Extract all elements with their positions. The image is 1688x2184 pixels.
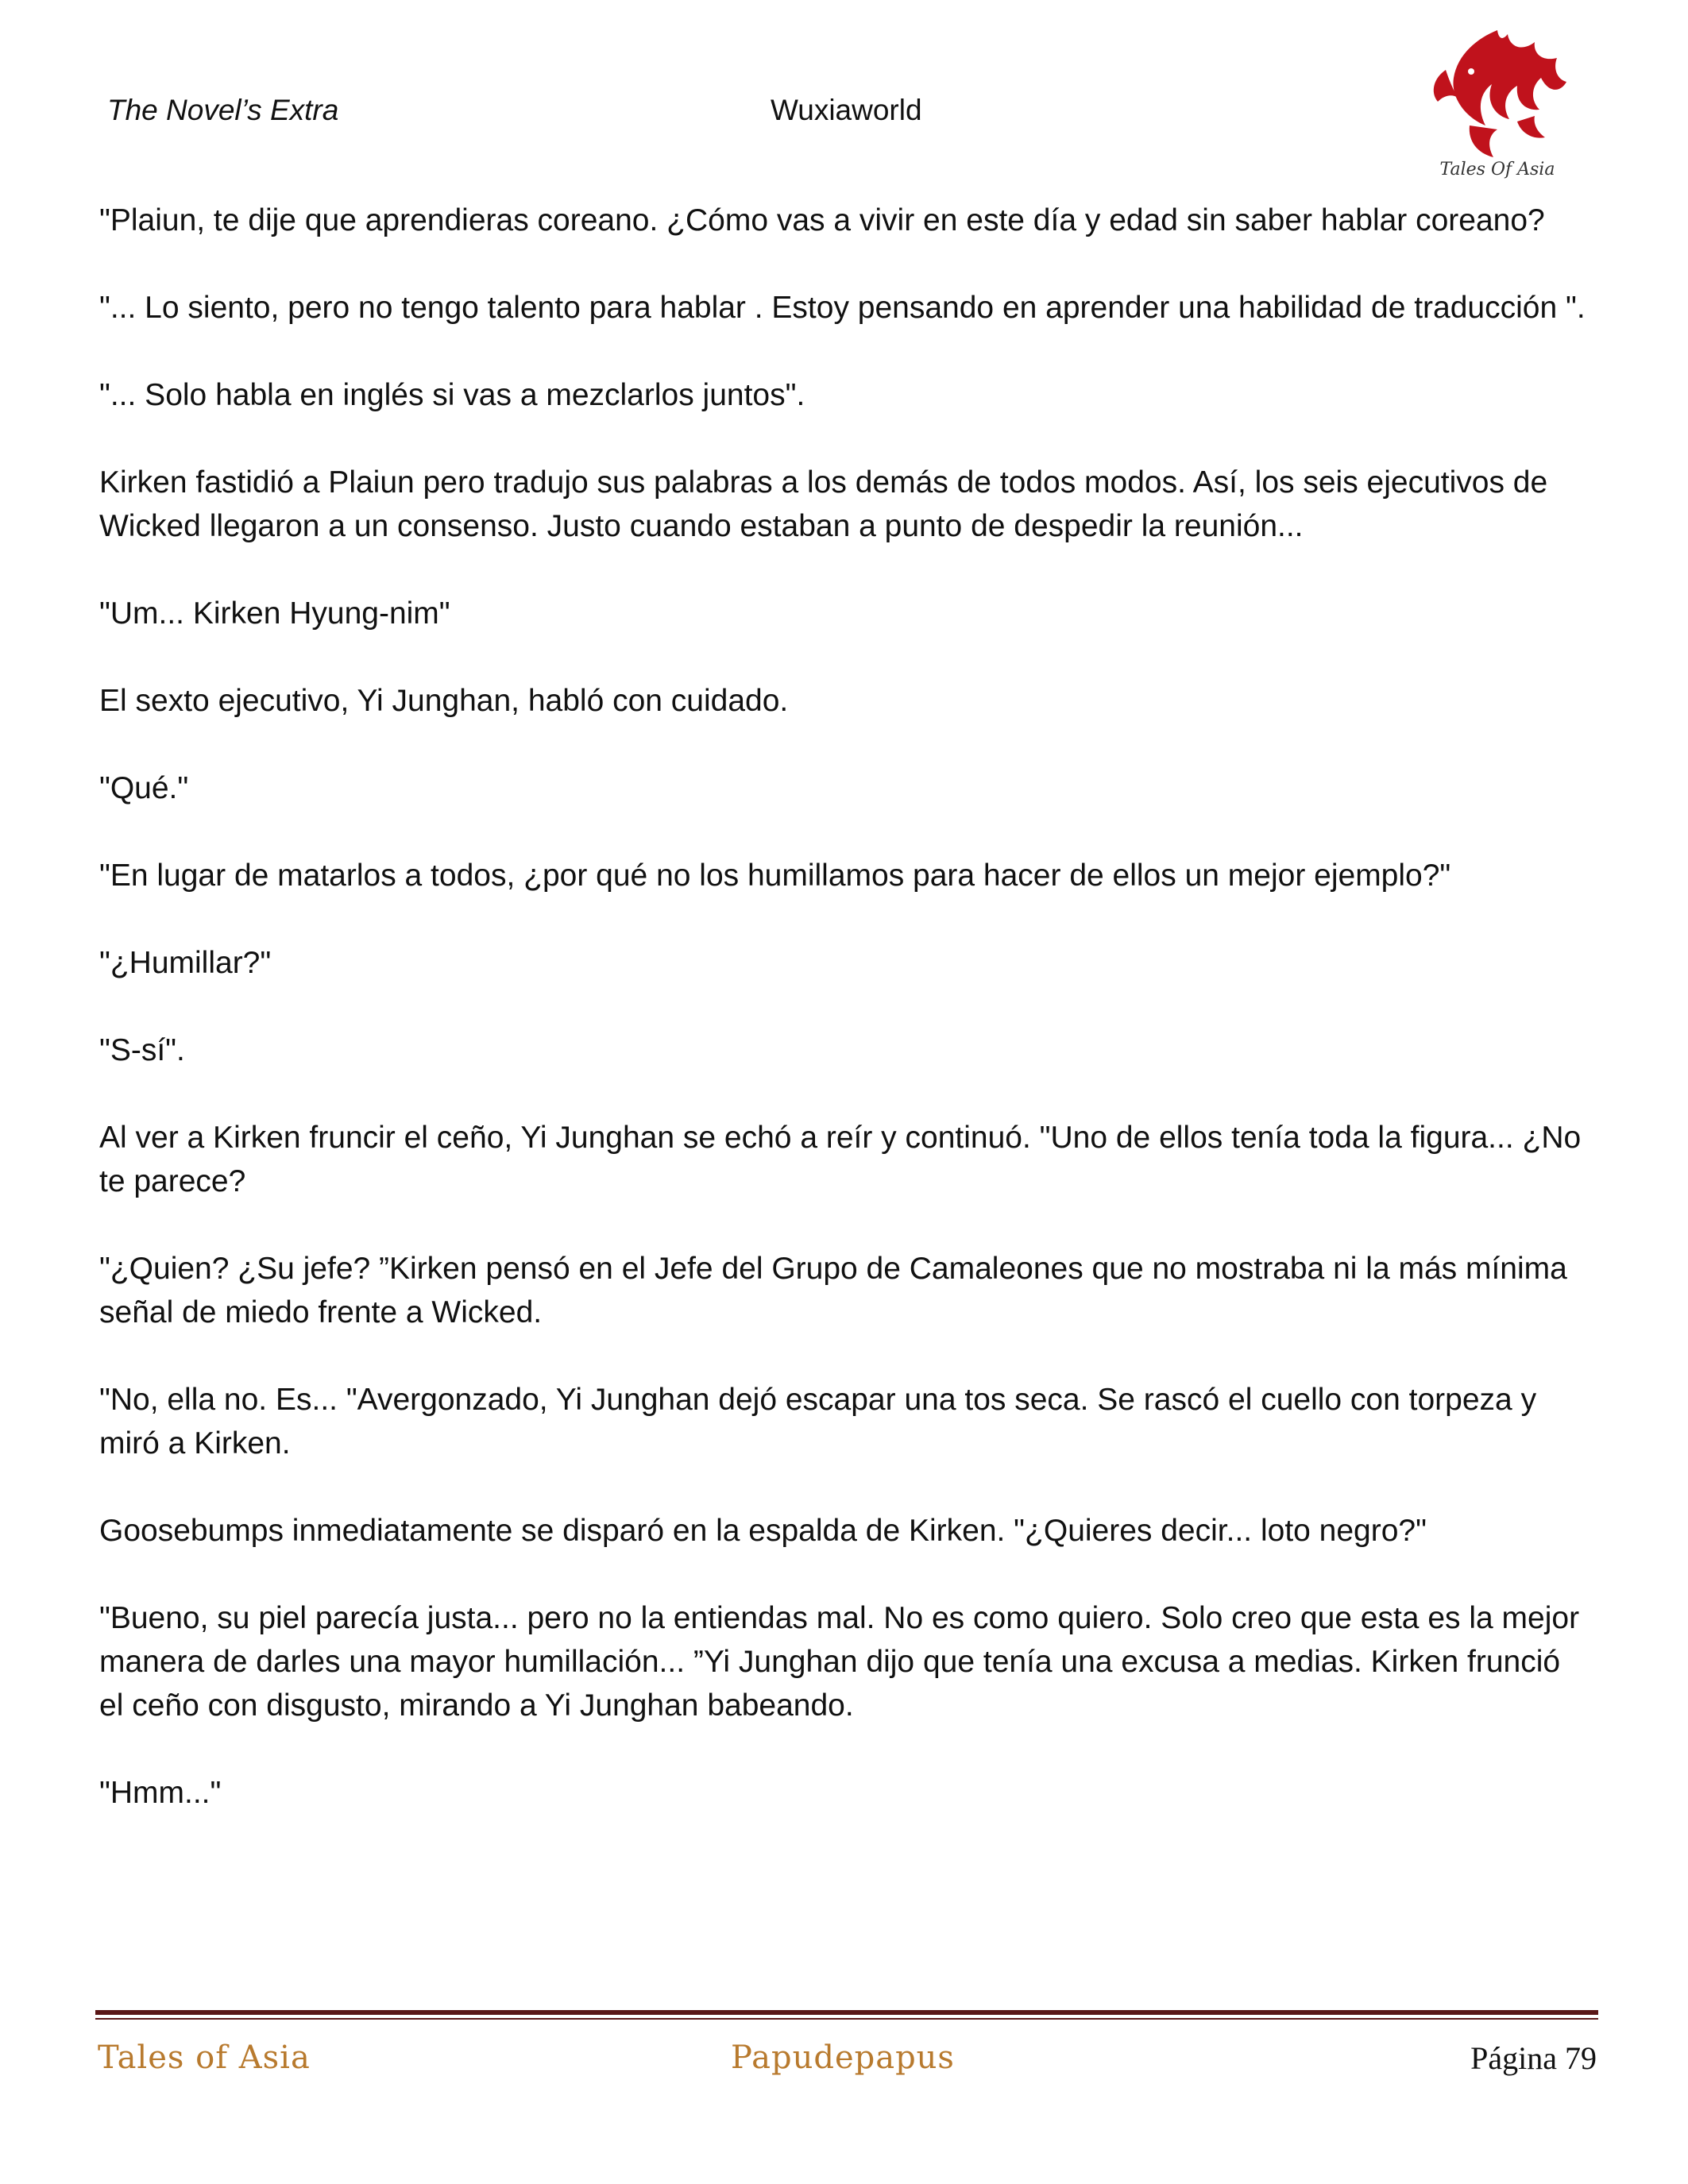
paragraph: "No, ella no. Es... "Avergonzado, Yi Junghan dejó escapar una tos seca. Se rascó el cuello con torpeza y miró a Kirken. [99, 1383, 1537, 1461]
footer-translator: Papudepapus [731, 2039, 955, 2076]
paragraph: "Bueno, su piel parecía justa... pero no la entiendas mal. No es como quiero. Solo creo que esta es la mejor manera de darles una mayor humillación... ”Yi Junghan dijo que tenía una excusa a medias. Kirken frunció el ceño con disgusto, mirando a Yi Junghan babeando. [99, 1601, 1580, 1723]
novel-title: The Novel’s Extra [107, 94, 339, 126]
paragraph: Al ver a Kirken fruncir el ceño, Yi Junghan se echó a reír y continuó. "Uno de ellos tenía toda la figura... ¿No te parece? [99, 1121, 1582, 1198]
site-name: Wuxiaworld [771, 94, 922, 126]
dragon-logo-icon [1422, 22, 1573, 185]
paragraph: "S-sí". [99, 1033, 185, 1067]
paragraph: "¿Humillar?" [99, 946, 272, 980]
paragraph: "Um... Kirken Hyung-nim" [99, 596, 450, 631]
paragraph: Goosebumps inmediatamente se disparó en la espalda de Kirken. "¿Quieres decir... loto negro?" [99, 1514, 1427, 1548]
footer-rule [95, 2010, 1598, 2015]
paragraph: "Qué." [99, 771, 189, 805]
chapter-body [99, 199, 1593, 1858]
logo-text: Tales Of Asia [1439, 160, 1555, 179]
paragraph: "Hmm..." [99, 1776, 222, 1810]
paragraph: "¿Quien? ¿Su jefe? ”Kirken pensó en el Jefe del Grupo de Camaleones que no mostraba ni la más mínima señal de miedo frente a Wicked. [99, 1252, 1567, 1329]
footer-rule-thin [95, 2018, 1598, 2020]
paragraph: "Plaiun, te dije que aprendieras coreano. ¿Cómo vas a vivir en este día y edad sin saber hablar coreano? [99, 203, 1545, 237]
paragraph: Kirken fastidió a Plaiun pero tradujo sus palabras a los demás de todos modos. Así, los seis ejecutivos de Wicked llegaron a un consenso. Justo cuando estaban a punto de despedir la reunión... [99, 465, 1548, 543]
footer-brand: Tales of Asia [98, 2039, 311, 2076]
page-number: Página 79 [1470, 2040, 1597, 2076]
paragraph: "En lugar de matarlos a todos, ¿por qué no los humillamos para hacer de ellos un mejor ejemplo?" [99, 859, 1451, 893]
paragraph: El sexto ejecutivo, Yi Junghan, habló con cuidado. [99, 684, 789, 718]
paragraph: "... Lo siento, pero no tengo talento para hablar . Estoy pensando en aprender una habilidad de traducción ". [99, 291, 1586, 325]
paragraph: "... Solo habla en inglés si vas a mezclarlos juntos". [99, 378, 805, 412]
